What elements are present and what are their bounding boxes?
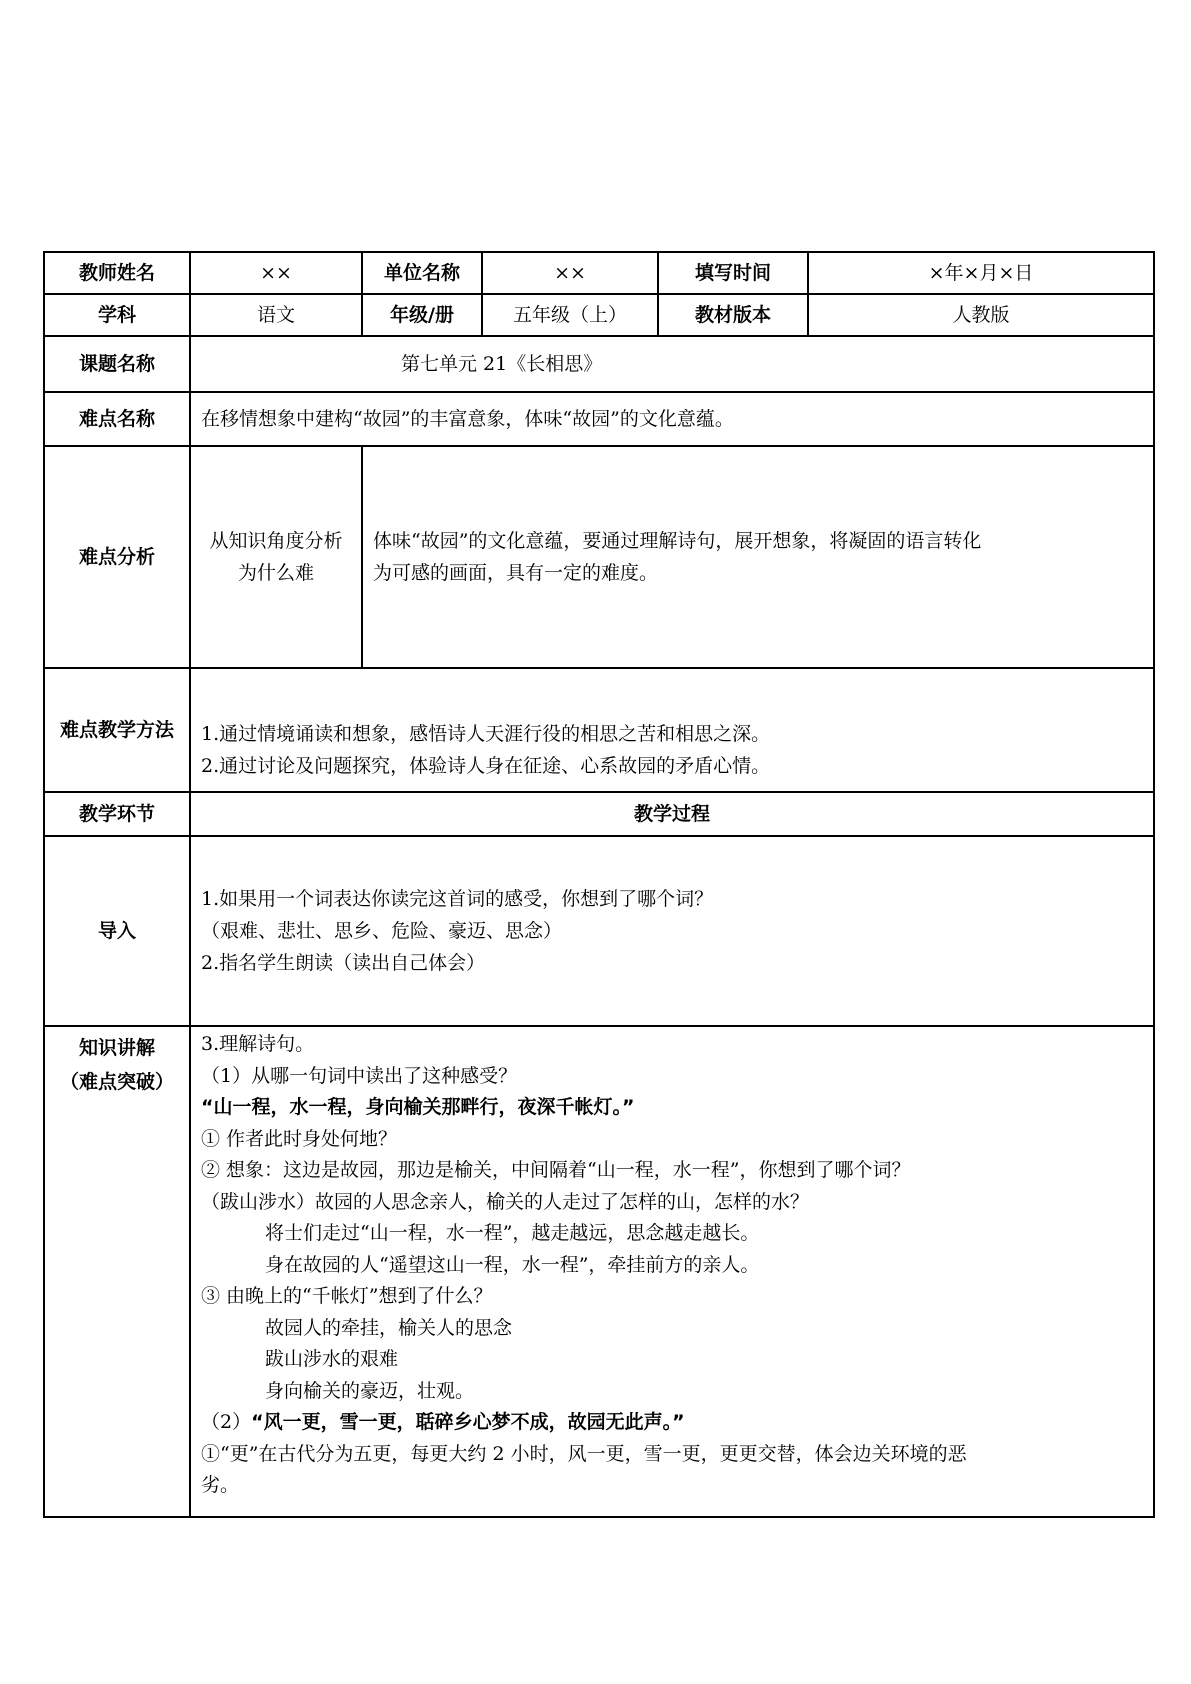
header-row-2 [44,294,1154,336]
analysis-value-line1: 体味“故园”的文化意蕴，要通过理解诗句，展开想象，将凝固的语言转化 [373,530,982,552]
teacher-value: ×× [190,252,362,294]
subject-value: 语文 [190,294,362,336]
knowledge-line: 跋山涉水的艰难 [265,1348,399,1370]
date-value: ×年×月×日 [808,252,1154,294]
method-line2: 2.通过讨论及问题探究，体验诗人身在征途、心系故园的矛盾心情。 [201,755,771,777]
method-line1: 1.通过情境诵读和想象，感悟诗人天涯行役的相思之苦和相思之深。 [201,723,771,745]
analysis-value-line2: 为可感的画面，具有一定的难度。 [373,562,659,584]
intro-line3: 2.指名学生朗读（读出自己体会） [201,952,486,974]
difficulty-row [44,392,1154,446]
analysis-row [44,446,1154,668]
knowledge-line: 身向榆关的豪迈，壮观。 [265,1379,475,1402]
subject-label: 学科 [44,294,190,336]
lesson-plan-document [43,251,1153,1536]
analysis-label: 难点分析 [44,446,190,668]
grade-label: 年级/册 [362,294,482,336]
intro-row [44,836,1154,1026]
knowledge-line: 3.理解诗句。 [201,1033,315,1055]
unit-label: 单位名称 [362,252,482,294]
intro-line1: 1.如果用一个词表达你读完这首词的感受，你想到了哪个词？ [201,888,714,910]
knowledge-line: 身在故园的人“遥望这山一程，水一程”，牵挂前方的亲人。 [265,1253,760,1276]
grade-value: 五年级（上） [482,294,658,336]
method-value [190,668,1154,792]
edition-label: 教材版本 [658,294,808,336]
knowledge-line: ② 想象：这边是故园，那边是榆关，中间隔着“山一程，水一程”，你想到了哪个词？ [201,1159,911,1181]
analysis-sub-label [190,446,362,668]
knowledge-label [44,1026,190,1517]
knowledge-line: ① 作者此时身处何地？ [201,1127,398,1150]
knowledge-quote-2: “风一更，雪一更，聒碎乡心梦不成，故园无此声。” [251,1411,685,1433]
knowledge-line: ①“更”在古代分为五更，每更大约 2 小时，风一更，雪一更，更更交替，体会边关环境的恶 [201,1442,967,1465]
method-row [44,668,1154,792]
edition-value: 人教版 [808,294,1154,336]
topic-row [44,336,1154,392]
knowledge-line: 劣。 [201,1474,240,1496]
intro-line2: （艰难、悲壮、思乡、危险、豪迈、思念） [201,920,563,942]
unit-value: ×× [482,252,658,294]
analysis-sub-label-line2: 为什么难 [237,562,314,584]
knowledge-line: 故园人的牵挂，榆关人的思念 [265,1316,513,1339]
header-row-1 [44,252,1154,294]
difficulty-label: 难点名称 [44,392,190,446]
knowledge-quote-1: “山一程，水一程，身向榆关那畔行，夜深千帐灯。” [201,1096,635,1118]
knowledge-line: 将士们走过“山一程，水一程”，越走越远，思念越走越长。 [265,1222,760,1244]
lesson-plan-table [43,251,1155,1518]
knowledge-label-line1: 知识讲解 [78,1037,155,1059]
knowledge-line: （跋山涉水）故园的人思念亲人，榆关的人走过了怎样的山，怎样的水？ [201,1190,810,1213]
knowledge-line: （2） [201,1411,252,1433]
knowledge-line: ③ 由晚上的“千帐灯”想到了什么？ [201,1285,493,1307]
knowledge-line: （1）从哪一句词中读出了这种感受？ [201,1064,518,1087]
process-header-row [44,792,1154,836]
analysis-sub-label-line1: 从知识角度分析 [209,530,343,552]
difficulty-value: 在移情想象中建构“故园”的丰富意象，体味“故园”的文化意蕴。 [190,392,1154,446]
date-label: 填写时间 [658,252,808,294]
method-label: 难点教学方法 [44,668,190,792]
intro-value [190,836,1154,1026]
knowledge-label-line2: （难点突破） [59,1071,174,1093]
knowledge-row [44,1026,1154,1517]
knowledge-value [190,1026,1154,1517]
topic-label: 课题名称 [44,336,190,392]
intro-label: 导入 [44,836,190,1026]
topic-value: 第七单元 21《长相思》 [190,336,1154,392]
analysis-value [362,446,1154,668]
stage-label: 教学环节 [44,792,190,836]
knowledge-line-group [201,1407,1143,1439]
process-label: 教学过程 [190,792,1154,836]
teacher-label: 教师姓名 [44,252,190,294]
